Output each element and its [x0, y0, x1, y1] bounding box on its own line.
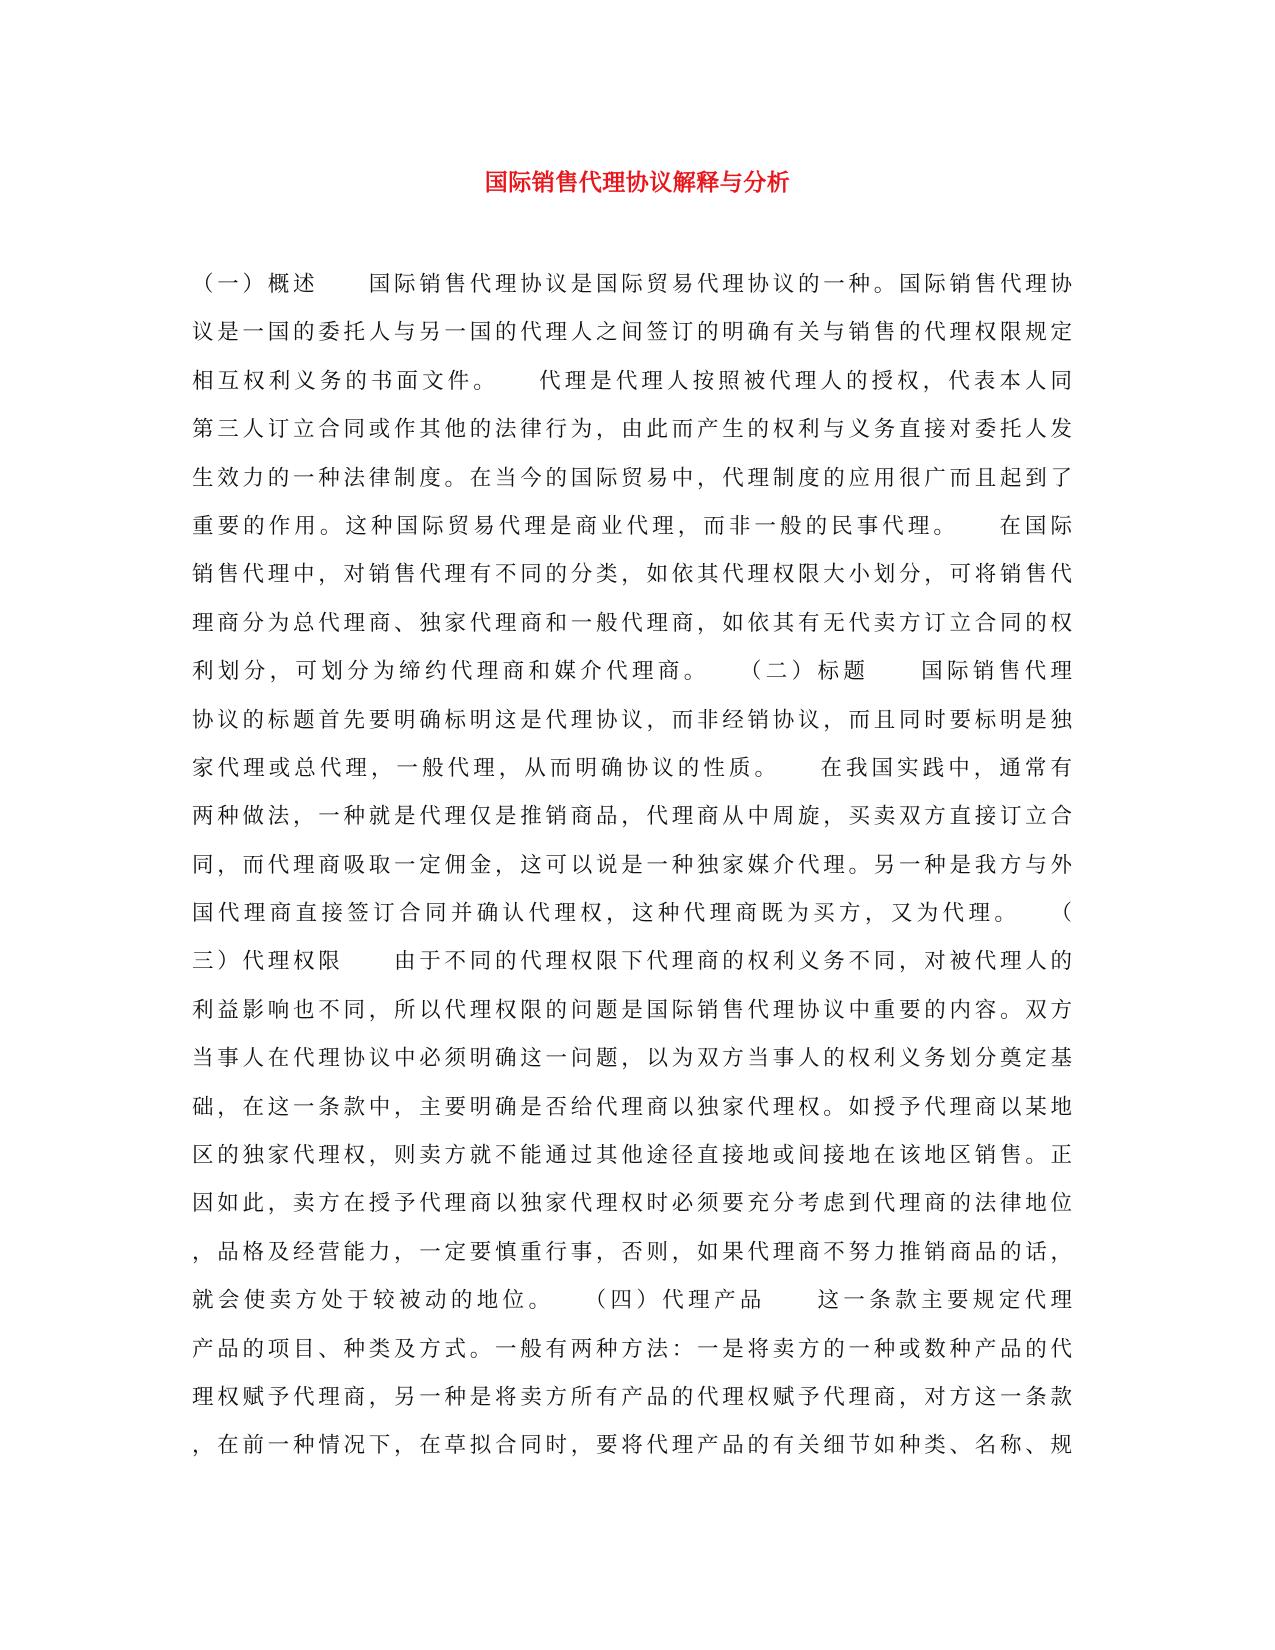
body-line: 区的独家代理权，则卖方就不能通过其他途径直接地或间接地在该地区销售。正	[192, 1143, 1072, 1169]
body-line: 第三人订立合同或作其他的法律行为，由此而产生的权利与义务直接对委托人发	[192, 417, 1072, 443]
body-line: 利划分，可划分为缔约代理商和媒介代理商。 （二）标题 国际销售代理	[192, 659, 1072, 685]
body-line: 生效力的一种法律制度。在当今的国际贸易中，代理制度的应用很广而且起到了	[192, 465, 1072, 491]
body-line: 因如此，卖方在授予代理商以独家代理权时必须要充分考虑到代理商的法律地位	[192, 1191, 1072, 1217]
body-line: 销售代理中，对销售代理有不同的分类，如依其代理权限大小划分，可将销售代	[192, 562, 1072, 588]
body-line: 两种做法，一种就是代理仅是推销商品，代理商从中周旋，买卖双方直接订立合	[192, 804, 1072, 830]
body-line: 协议的标题首先要明确标明这是代理协议，而非经销协议，而且同时要标明是独	[192, 707, 1072, 733]
body-line: 相互权利义务的书面文件。 代理是代理人按照被代理人的授权，代表本人同	[192, 368, 1072, 394]
body-line: 利益影响也不同，所以代理权限的问题是国际销售代理协议中重要的内容。双方	[192, 997, 1072, 1023]
body-line: 理商分为总代理商、独家代理商和一般代理商，如依其有无代卖方订立合同的权	[192, 610, 1072, 636]
body-line: 就会使卖方处于较被动的地位。 （四）代理产品 这一条款主要规定代理	[192, 1288, 1072, 1314]
body-line: 重要的作用。这种国际贸易代理是商业代理，而非一般的民事代理。 在国际	[192, 513, 1072, 539]
body-line: 家代理或总代理，一般代理，从而明确协议的性质。 在我国实践中，通常有	[192, 755, 1072, 781]
body-line: 理权赋予代理商，另一种是将卖方所有产品的代理权赋予代理商，对方这一条款	[192, 1384, 1072, 1410]
body-line: 三）代理权限 由于不同的代理权限下代理商的权利义务不同，对被代理人的	[192, 949, 1072, 975]
body-line: ，品格及经营能力，一定要慎重行事，否则，如果代理商不努力推销商品的话，	[192, 1239, 1072, 1265]
body-line: 议是一国的委托人与另一国的代理人之间签订的明确有关与销售的代理权限规定	[192, 320, 1072, 346]
body-line: （一）概述 国际销售代理协议是国际贸易代理协议的一种。国际销售代理协	[192, 272, 1072, 297]
body-line: 础，在这一条款中，主要明确是否给代理商以独家代理权。如授予代理商以某地	[192, 1094, 1072, 1120]
body-line: 同，而代理商吸取一定佣金，这可以说是一种独家媒介代理。另一种是我方与外	[192, 852, 1072, 878]
body-line: ，在前一种情况下，在草拟合同时，要将代理产品的有关细节如种类、名称、规	[192, 1433, 1072, 1459]
document-body	[192, 261, 1072, 1471]
body-line: 国代理商直接签订合同并确认代理权，这种代理商既为买方，又为代理。 （	[192, 901, 1072, 927]
document-title: 国际销售代理协议解释与分析	[484, 169, 791, 196]
body-line: 产品的项目、种类及方式。一般有两种方法：一是将卖方的一种或数种产品的代	[192, 1336, 1072, 1362]
body-line: 当事人在代理协议中必须明确这一问题，以为双方当事人的权利义务划分奠定基	[192, 1046, 1072, 1072]
